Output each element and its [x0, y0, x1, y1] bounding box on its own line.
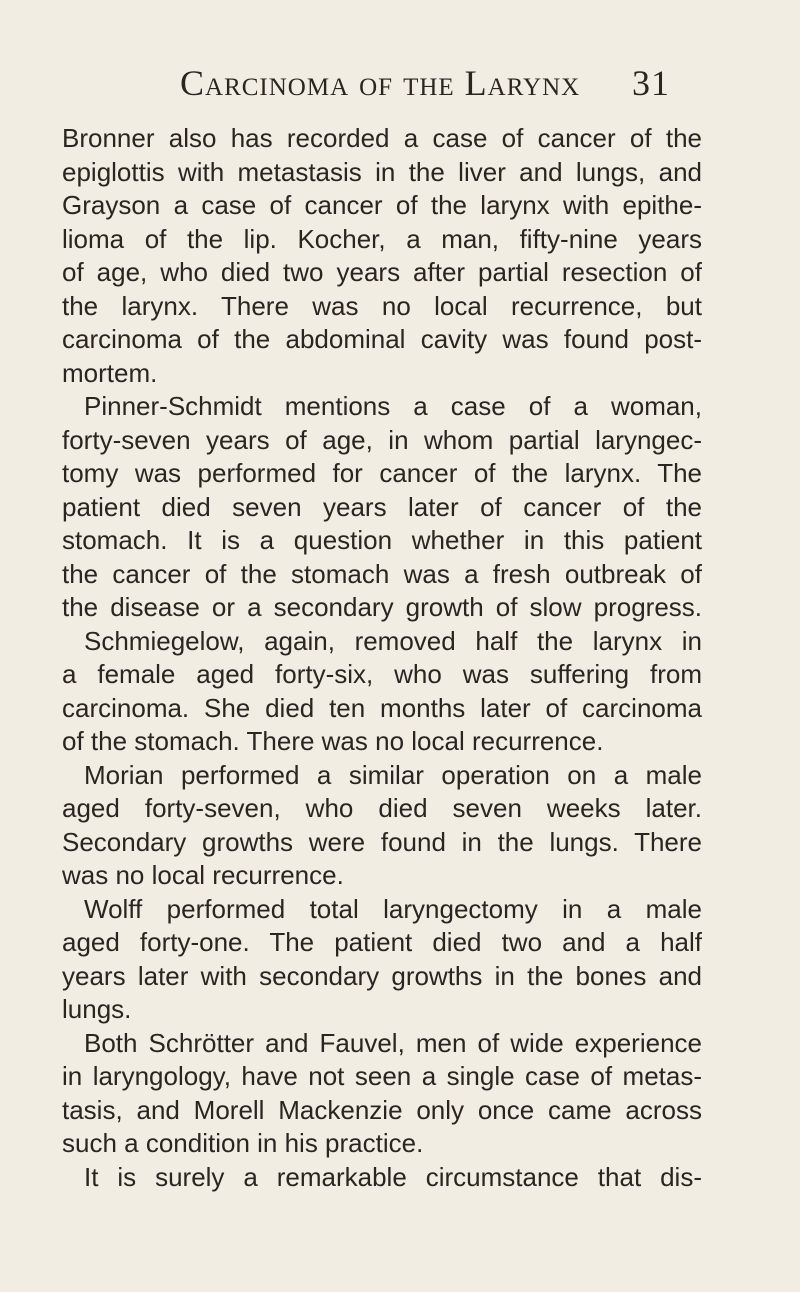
text-line: such a condition in his practice. — [62, 1128, 424, 1158]
text-line: lioma of the lip. Kocher, a man, fifty-nine years — [62, 223, 702, 254]
text-line: epiglottis with metastasis in the liver and lungs, and — [62, 156, 702, 187]
running-title: Carcinoma of the Larynx — [180, 63, 581, 103]
text-line: Morian performed a similar operation on a male — [84, 759, 702, 790]
text-line: the disease or a secondary growth of slow progress. — [62, 592, 702, 622]
text-line: Secondary growths were found in the lungs. There — [62, 826, 702, 857]
text-line: Grayson a case of cancer of the larynx with epithe- — [62, 190, 702, 220]
text-line: It is surely a remarkable circumstance that dis- — [84, 1161, 702, 1192]
text-line: Both Schrötter and Fauvel, men of wide experience — [84, 1027, 702, 1058]
text-line: patient died seven years later of cancer of the — [62, 491, 702, 522]
text-line: tasis, and Morell Mackenzie only once came across — [62, 1094, 702, 1125]
text-line: of age, who died two years after partial resection of — [62, 257, 702, 287]
text-line: a female aged forty-six, who was suffering from — [62, 659, 702, 689]
text-line: of the stomach. There was no local recurrence. — [62, 726, 604, 756]
text-line: stomach. It is a question whether in this patient — [62, 525, 702, 555]
text-line: was no local recurrence. — [62, 860, 344, 890]
running-head — [180, 62, 680, 108]
body-text — [62, 122, 702, 1194]
text-line: the cancer of the stomach was a fresh outbreak of — [62, 558, 702, 589]
text-line: in laryngology, have not seen a single case of metas- — [62, 1061, 702, 1091]
text-line: aged forty-one. The patient died two and a half — [62, 927, 702, 957]
text-line: Wolff performed total laryngectomy in a male — [84, 893, 702, 924]
text-line: mortem. — [62, 357, 158, 388]
text-line: years later with secondary growths in the bones and — [62, 960, 702, 991]
text-line: tomy was performed for cancer of the larynx. The — [62, 458, 702, 488]
text-line: carcinoma. She died ten months later of carcinoma — [62, 692, 702, 723]
text-line: Schmiegelow, again, removed half the larynx in — [84, 625, 702, 656]
text-line: forty-seven years of age, in whom partial laryngec- — [62, 424, 702, 455]
text-line: Pinner-Schmidt mentions a case of a woman, — [84, 391, 702, 421]
page-number: 31 — [632, 63, 670, 103]
text-line: the larynx. There was no local recurrence, but — [62, 290, 702, 321]
text-line: Bronner also has recorded a case of cancer of the — [62, 123, 702, 153]
text-line: lungs. — [62, 994, 132, 1024]
text-line: aged forty-seven, who died seven weeks later. — [62, 793, 702, 823]
text-line: carcinoma of the abdominal cavity was found post- — [62, 324, 702, 354]
